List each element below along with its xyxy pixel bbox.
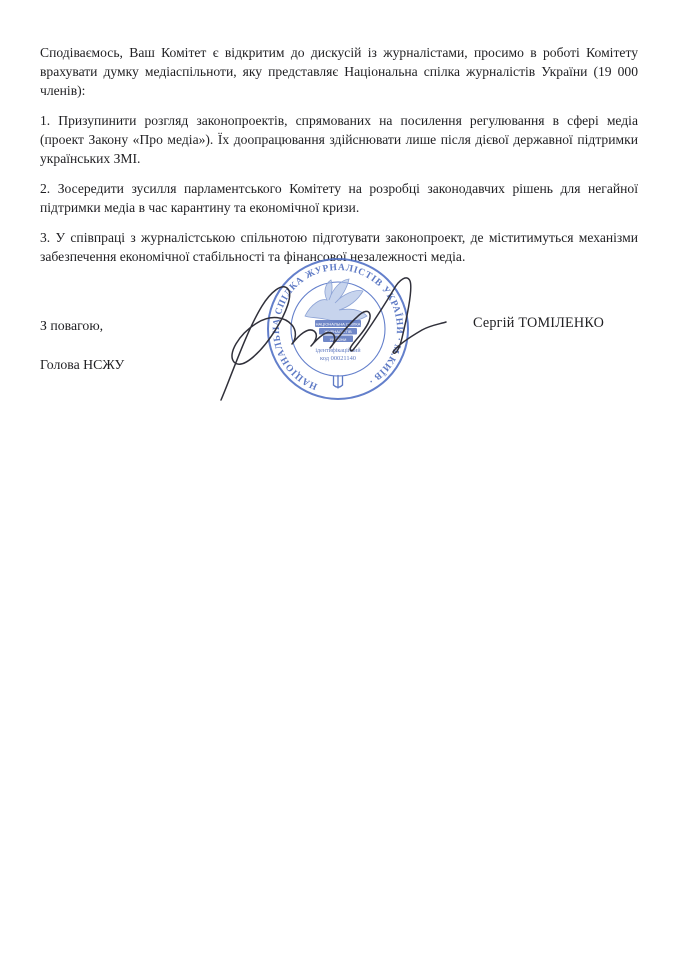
banner-line-2: ЖУРНАЛІСТІВ — [324, 329, 352, 335]
stamp-code-label: ідентифікаційний — [315, 348, 361, 354]
letter-body — [40, 43, 638, 277]
intro-paragraph: Сподіваємось, Ваш Комітет є відкритим до дискусій із журналістами, просимо в роботі Комітету врахувати думку медіаспільноти, яку представляє Національна спілка журналістів України (19 000 членів): — [40, 45, 638, 98]
stamp-code-value: код 00021140 — [320, 355, 356, 362]
demand-paragraph-2: 2. Зосередити зусилля парламентського Комітету на розробці законодавчих рішень для негайної підтримки медіа в час карантину та економічної кризи. — [40, 181, 638, 215]
demand-paragraph-1: 1. Призупинити розгляд законопроектів, спрямованих на посилення регулювання в сфері медіа (проект Закону «Про медіа»). Їх доопрацювання здійснювати лише після дієвої державної підтримки українських ЗМІ. — [40, 113, 638, 166]
signature-stroke-icon — [210, 262, 460, 410]
stamp-ring-text: НАЦІОНАЛЬНА СПІЛКА ЖУРНАЛІСТІВ УКРАЇНИ ∙ М.КИЇВ ∙ — [271, 261, 406, 392]
signer-name: Сергій ТОМІЛЕНКО — [473, 315, 605, 331]
banner-line-3: УКРАЇНИ — [329, 336, 347, 342]
signoff-block — [40, 296, 124, 394]
signer-title: Голова НСЖУ — [40, 356, 125, 372]
demand-paragraph-3: 3. У співпраці з журналістською спільнотою підготувати законопроект, де міститимуться механізми забезпечення економічної стабільності та фінансової незалежності медіа. — [40, 230, 638, 264]
closing-salutation: З повагою, — [40, 317, 104, 333]
signature — [210, 262, 460, 410]
banner-line-1: НАЦІОНАЛЬНА СПІЛКА — [315, 321, 361, 327]
